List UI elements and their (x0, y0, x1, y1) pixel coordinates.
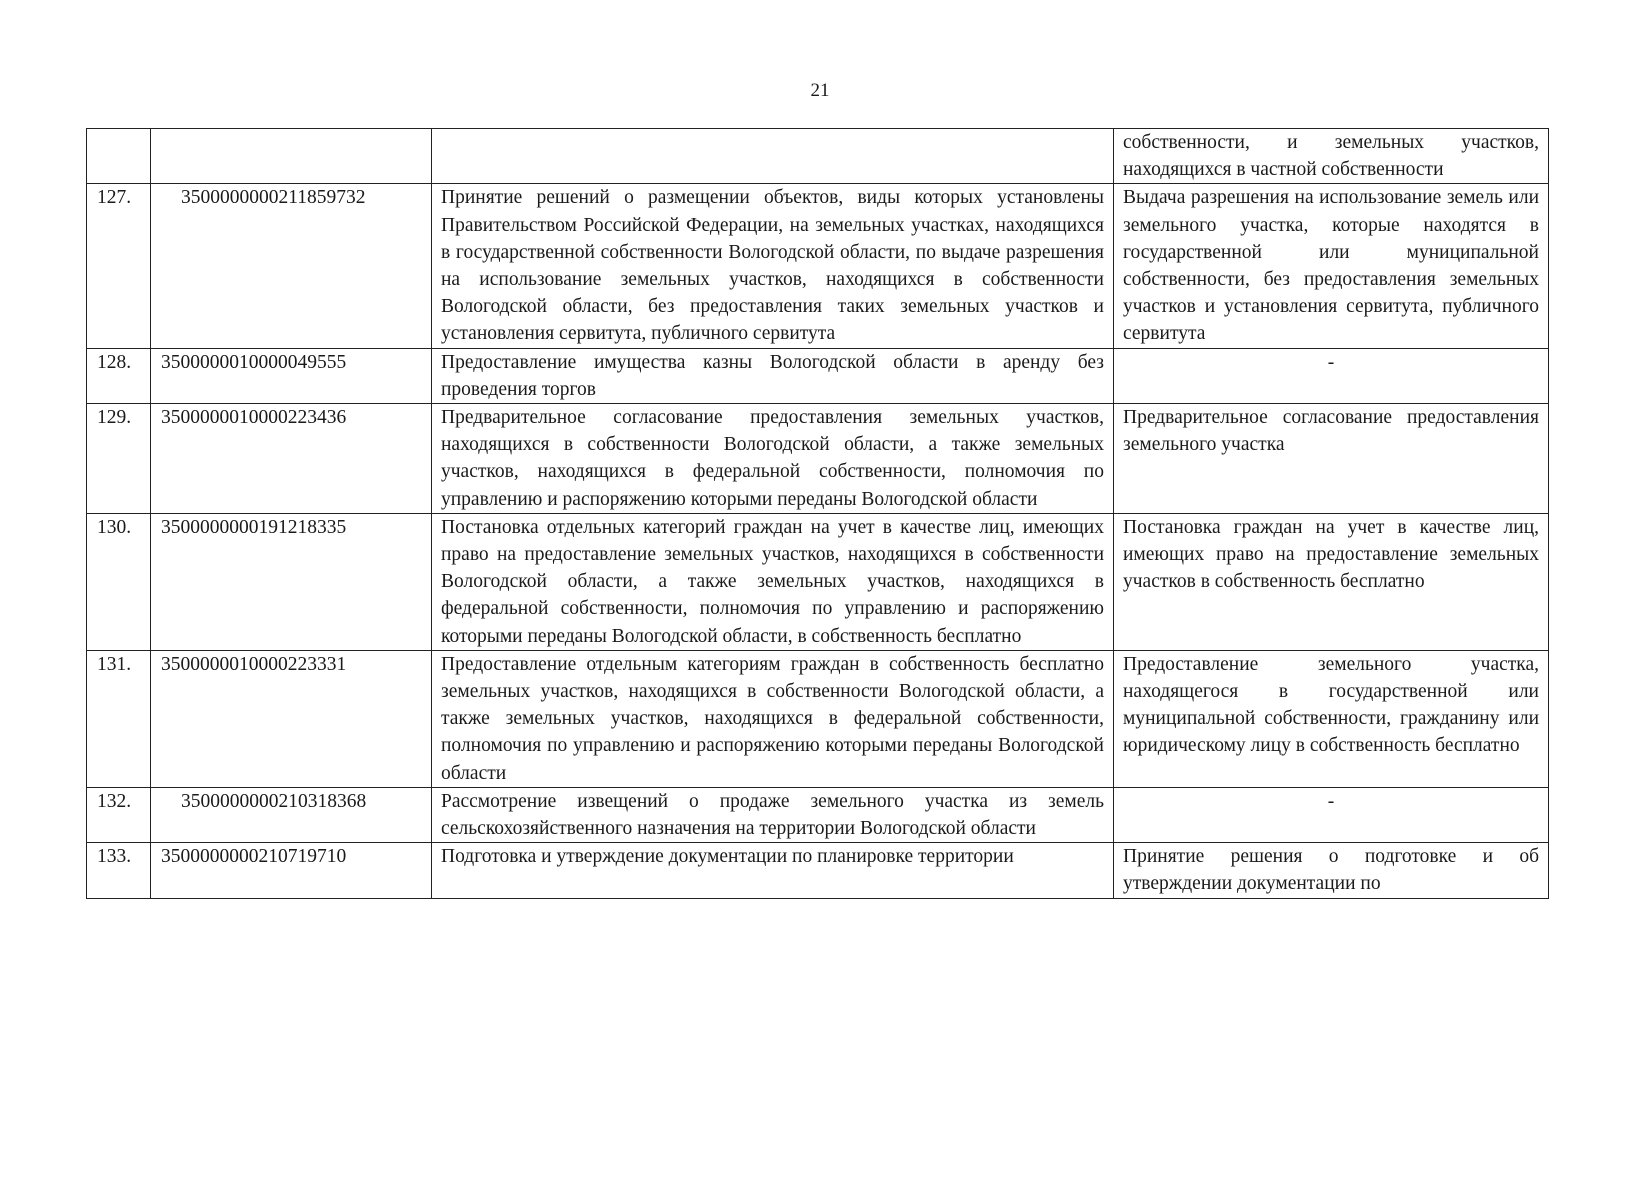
service-name: Принятие решений о размещении объектов, виды которых установлены Правительством Российской Федерации, на земельных участках, находящихся в государственной собственности Вологодской области, по выдаче разрешения на использование земельных участков, находящихся в собственности Вологодской области, без предоставления таких земельных участков и установления сервитута, публичного сервитута (432, 184, 1114, 348)
table-row (87, 404, 1549, 514)
table-row (87, 513, 1549, 650)
row-number: 127. (87, 184, 151, 348)
row-number: 133. (87, 843, 151, 898)
table-row (87, 129, 1549, 184)
row-number: 128. (87, 348, 151, 403)
services-table (86, 128, 1549, 899)
service-code: 3500000010000223331 (151, 650, 432, 787)
typical-service: собственности, и земельных участков, находящихся в частной собственности (1114, 129, 1549, 184)
service-name: Рассмотрение извещений о продаже земельного участка из земель сельскохозяйственного назначения на территории Вологодской области (432, 787, 1114, 842)
typical-service: Предоставление земельного участка, находящегося в государственной или муниципальной собственности, гражданину или юридическому лицу в собственность бесплатно (1114, 650, 1549, 787)
service-code: 3500000000191218335 (151, 513, 432, 650)
service-name: Постановка отдельных категорий граждан на учет в качестве лиц, имеющих право на предоставление земельных участков, находящихся в собственности Вологодской области, а также земельных участков, находящихся в федеральной собственности, полномочия по управлению и распоряжению которыми переданы Вологодской области, в собственность бесплатно (432, 513, 1114, 650)
service-code: 3500000000210719710 (151, 843, 432, 898)
typical-service: Предварительное согласование предоставления земельного участка (1114, 404, 1549, 514)
service-code: 3500000010000049555 (151, 348, 432, 403)
table-row (87, 650, 1549, 787)
row-number: 131. (87, 650, 151, 787)
row-number: 129. (87, 404, 151, 514)
service-code: 3500000000211859732 (151, 184, 432, 348)
page-number: 21 (810, 80, 830, 101)
row-number: 130. (87, 513, 151, 650)
row-number (87, 129, 151, 184)
service-code (151, 129, 432, 184)
service-code: 3500000010000223436 (151, 404, 432, 514)
typical-service: - (1114, 348, 1549, 403)
table-row (87, 348, 1549, 403)
table-row (87, 843, 1549, 898)
service-name: Подготовка и утверждение документации по планировке территории (432, 843, 1114, 898)
row-number: 132. (87, 787, 151, 842)
typical-service: Принятие решения о подготовке и об утверждении документации по (1114, 843, 1549, 898)
typical-service: Постановка граждан на учет в качестве лиц, имеющих право на предоставление земельных участков в собственность бесплатно (1114, 513, 1549, 650)
table-row (87, 184, 1549, 348)
service-code: 3500000000210318368 (151, 787, 432, 842)
typical-service: - (1114, 787, 1549, 842)
table-row (87, 787, 1549, 842)
service-name (432, 129, 1114, 184)
service-name: Предварительное согласование предоставления земельных участков, находящихся в собственности Вологодской области, а также земельных участков, находящихся в федеральной собственности, полномочия по управлению и распоряжению которыми переданы Вологодской области (432, 404, 1114, 514)
service-name: Предоставление отдельным категориям граждан в собственность бесплатно земельных участков, находящихся в собственности Вологодской области, а также земельных участков, находящихся в федеральной собственности, полномочия по управлению и распоряжению которыми переданы Вологодской области (432, 650, 1114, 787)
service-name: Предоставление имущества казны Вологодской области в аренду без проведения торгов (432, 348, 1114, 403)
typical-service: Выдача разрешения на использование земель или земельного участка, которые находятся в государственной или муниципальной собственности, без предоставления земельных участков и установления сервитута, публичного сервитута (1114, 184, 1549, 348)
